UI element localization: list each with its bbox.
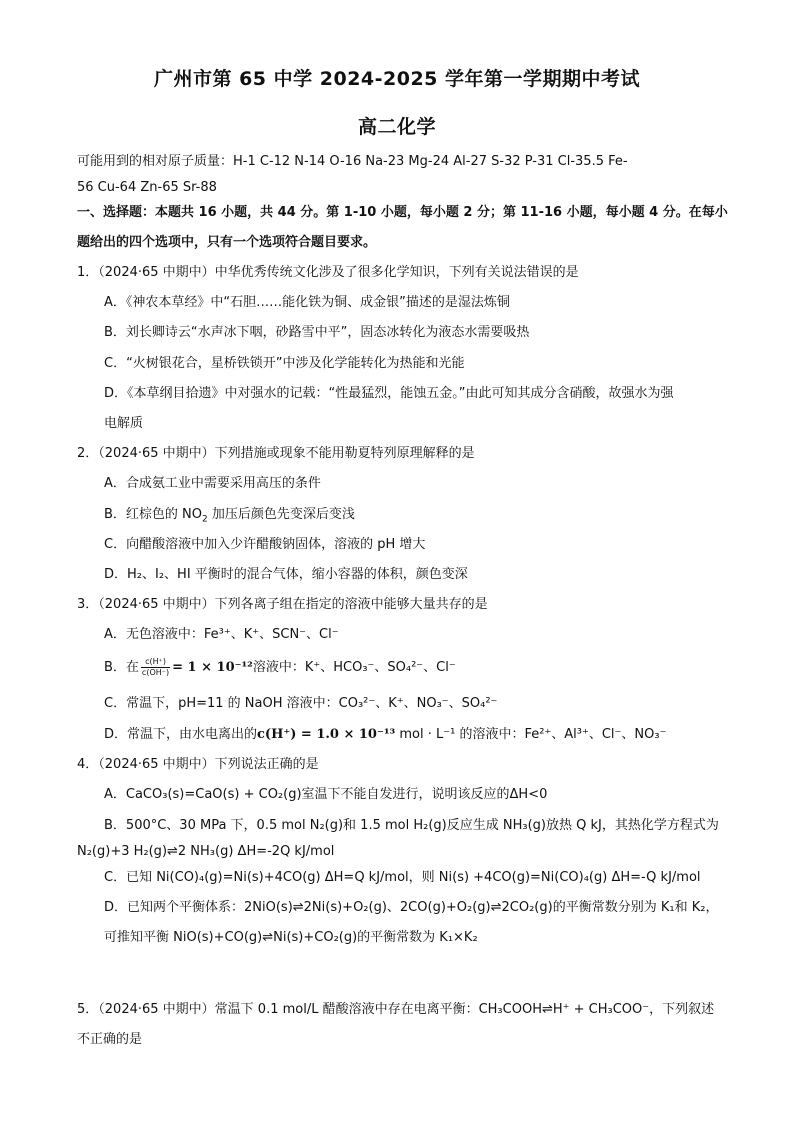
q4-option-d-line-2: 可推知平衡 NiO(s)+CO(g)⇌Ni(s)+CO₂(g)的平衡常数为 K₁×K₂ <box>104 930 478 945</box>
q3-option-b-math: = 1 × 10⁻¹² <box>172 660 253 675</box>
q1-option-b: B．刘长卿诗云“水声冰下咽，砂路雪中平”，固态冰转化为液态水需要吸热 <box>104 325 530 340</box>
q1-option-d-line-1: D．《本草纲目拾遗》中对强水的记载：“性最猛烈，能蚀五金。”由此可知其成分含硝酸，故强水为强 <box>104 386 674 401</box>
q5-stem-line-1: 5．（2024·65 中期中）常温下 0.1 mol/L 醋酸溶液中存在电离平衡：CH₃COOH⇌H⁺ + CH₃COO⁻，下列叙述 <box>77 1002 715 1017</box>
q3-option-b-post: 溶液中：K⁺、HCO₃⁻、SO₄²⁻、Cl⁻ <box>252 660 456 675</box>
section-instructions-line-2: 题给出的四个选项中，只有一个选项符合题目要求。 <box>77 235 377 250</box>
q4-option-a: A．CaCO₃(s)=CaO(s) + CO₂(g)室温下不能自发进行，说明该反应的ΔH<0 <box>104 787 548 802</box>
q1-option-d-line-2: 电解质 <box>104 416 144 431</box>
q4-option-c: C．已知 Ni(CO)₄(g)=Ni(s)+4CO(g) ΔH=Q kJ/mol，则 Ni(s) +4CO(g)=Ni(CO)₄(g) ΔH=-Q kJ/mol <box>104 870 701 885</box>
q1-option-a: A．《神农本草经》中“石胆……能化铁为铜、成金银”描述的是湿法炼铜 <box>104 295 510 310</box>
q3-option-d-post: mol · L⁻¹ 的溶液中：Fe²⁺、Al³⁺、Cl⁻、NO₃⁻ <box>395 727 667 742</box>
exam-title: 广州市第 65 中学 2024-2025 学年第一学期期中考试 <box>153 68 641 90</box>
q4-option-b-line-2: N₂(g)+3 H₂(g)⇌2 NH₃(g) ΔH=-2Q kJ/mol <box>77 844 335 859</box>
atomic-masses-line-1: 可能用到的相对原子质量：H-1 C-12 N-14 O-16 Na-23 Mg-24 Al-27 S-32 P-31 Cl-35.5 Fe- <box>77 154 628 169</box>
q3-option-d <box>104 725 666 745</box>
q4-option-d-line-1: D．已知两个平衡体系：2NiO(s)⇌2Ni(s)+O₂(g)、2CO(g)+O₂(g)⇌2CO₂(g)的平衡常数分别为 K₁和 K₂， <box>104 900 719 915</box>
q2-option-b-pre: B．红棕色的 NO <box>104 507 203 522</box>
q3-fraction-denominator: c(OH⁻) <box>141 668 170 677</box>
q3-option-d-math: c(H⁺) = 1.0 × 10⁻¹³ <box>257 727 396 742</box>
q3-option-b-pre: B．在 <box>104 660 139 675</box>
q4-option-b-line-1: B．500°C、30 MPa 下，0.5 mol N₂(g)和 1.5 mol H₂(g)反应生成 NH₃(g)放热 Q kJ，其热化学方程式为 <box>104 818 719 833</box>
q3-option-b <box>104 657 456 678</box>
q1-option-c: C．“火树银花合，星桥铁锁开”中涉及化学能转化为热能和光能 <box>104 356 465 371</box>
q2-option-b-post: 加压后颜色先变深后变浅 <box>207 507 355 522</box>
q2-option-b-sub: 2 <box>202 514 208 525</box>
q2-option-d: D．H₂、I₂、HI 平衡时的混合气体，缩小容器的体积，颜色变深 <box>104 567 468 582</box>
q1-stem: 1．（2024·65 中期中）中华优秀传统文化涉及了很多化学知识，下列有关说法错误的是 <box>77 265 579 280</box>
q3-option-a: A．无色溶液中：Fe³⁺、K⁺、SCN⁻、Cl⁻ <box>104 627 339 642</box>
q2-stem: 2．（2024·65 中期中）下列措施或现象不能用勒夏特列原理解释的是 <box>77 446 475 461</box>
q3-fraction-numerator: c(H⁺) <box>141 657 170 668</box>
section-instructions-line-1: 一、选择题：本题共 16 小题，共 44 分。第 1-10 小题，每小题 2 分；第 11-16 小题，每小题 4 分。在每小 <box>77 205 728 220</box>
q3-option-b-fraction <box>141 657 170 678</box>
q5-stem-line-2: 不正确的是 <box>77 1032 143 1047</box>
q2-option-a: A．合成氨工业中需要采用高压的条件 <box>104 476 321 491</box>
atomic-masses-line-2: 56 Cu-64 Zn-65 Sr-88 <box>77 180 217 195</box>
q2-option-c: C．向醋酸溶液中加入少许醋酸钠固体，溶液的 pH 增大 <box>104 537 426 552</box>
q2-option-b <box>104 505 355 530</box>
q3-stem: 3．（2024·65 中期中）下列各离子组在指定的溶液中能够大量共存的是 <box>77 597 488 612</box>
q3-option-d-pre: D．常温下，由水电离出的 <box>104 727 258 742</box>
q4-stem: 4．（2024·65 中期中）下列说法正确的是 <box>77 757 319 772</box>
exam-subject: 高二化学 <box>357 116 436 138</box>
q3-option-c: C．常温下，pH=11 的 NaOH 溶液中：CO₃²⁻、K⁺、NO₃⁻、SO₄²⁻ <box>104 696 498 711</box>
